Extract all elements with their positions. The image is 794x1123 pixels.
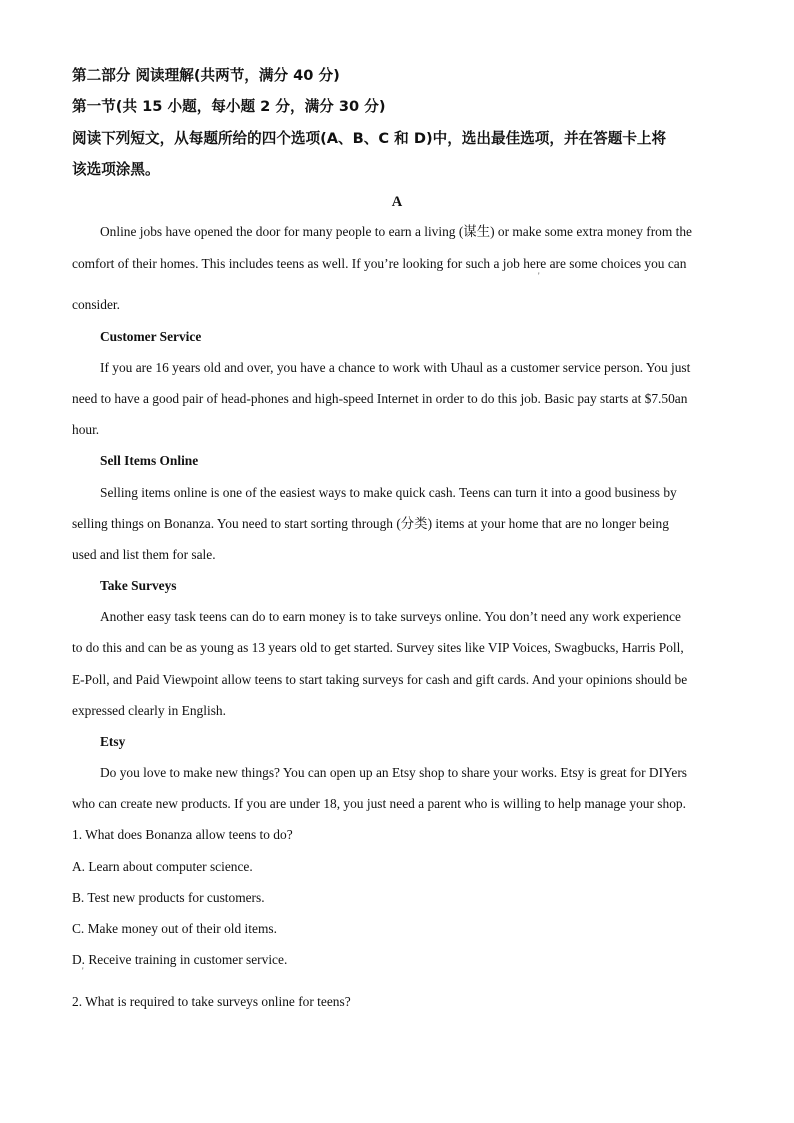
paragraph-line: consider. xyxy=(72,297,120,312)
paragraph-line: Selling items online is one of the easiest ways to make quick cash. Teens can turn it into a good business by xyxy=(100,485,677,500)
answer-option: C. Make money out of their old items. xyxy=(72,921,277,936)
paragraph-line: expressed clearly in English. xyxy=(72,703,226,718)
passage-label: A xyxy=(391,194,403,210)
paragraph-line: comfort of their homes. This includes teens as well. If you’re looking for such a job here are some choices you can xyxy=(72,256,687,271)
stray-mark: ' xyxy=(82,966,84,976)
paragraph-line: Do you love to make new things? You can open up an Etsy shop to share your works. Etsy is great for DIYers xyxy=(100,765,688,780)
paragraph-line: to do this and can be as young as 13 years old to get started. Survey sites like VIP Voices, Swagbucks, Harris Poll, xyxy=(72,640,684,655)
paragraph-line: used and list them for sale. xyxy=(72,547,216,562)
section-heading-etsy: Etsy xyxy=(100,734,126,749)
answer-option: A. Learn about computer science. xyxy=(72,859,253,874)
answer-option: D. Receive training in customer service. xyxy=(72,952,288,967)
section-heading-customer-service: Customer Service xyxy=(100,329,202,344)
part-heading: 第二部分 阅读理解(共两节，满分 40 分) xyxy=(72,67,340,84)
paragraph-line: need to have a good pair of head-phones and high-speed Internet in order to do this job. Basic pay starts at $7.50an xyxy=(72,391,688,406)
stray-mark: ' xyxy=(538,271,540,281)
paragraph-line: who can create new products. If you are under 18, you just need a parent who is willing to help manage your shop. xyxy=(72,796,686,811)
instruction-line-1: 阅读下列短文，从每题所给的四个选项(A、B、C 和 D)中，选出最佳选项，并在答题卡上将 xyxy=(72,130,667,147)
paragraph-line: If you are 16 years old and over, you have a chance to work with Uhaul as a customer service person. You just xyxy=(100,360,691,375)
paragraph-line: Another easy task teens can do to earn money is to take surveys online. You don’t need any work experience xyxy=(100,609,681,624)
instruction-line-2: 该选项涂黑。 xyxy=(72,161,160,178)
section-heading-sell-items: Sell Items Online xyxy=(100,453,199,468)
answer-option: B. Test new products for customers. xyxy=(72,890,265,905)
question-stem: 1. What does Bonanza allow teens to do? xyxy=(72,827,293,842)
section-heading-take-surveys: Take Surveys xyxy=(100,578,177,593)
section-heading: 第一节(共 15 小题，每小题 2 分，满分 30 分) xyxy=(72,98,386,115)
question-stem: 2. What is required to take surveys online for teens? xyxy=(72,994,351,1009)
paragraph-line: E-Poll, and Paid Viewpoint allow teens to start taking surveys for cash and gift cards. And your opinions should be xyxy=(72,672,688,687)
paragraph-line: Online jobs have opened the door for many people to earn a living (谋生) or make some extra money from the xyxy=(100,224,692,239)
paragraph-line: hour. xyxy=(72,422,100,437)
paragraph-line: selling things on Bonanza. You need to start sorting through (分类) items at your home that are no longer being xyxy=(72,516,669,531)
